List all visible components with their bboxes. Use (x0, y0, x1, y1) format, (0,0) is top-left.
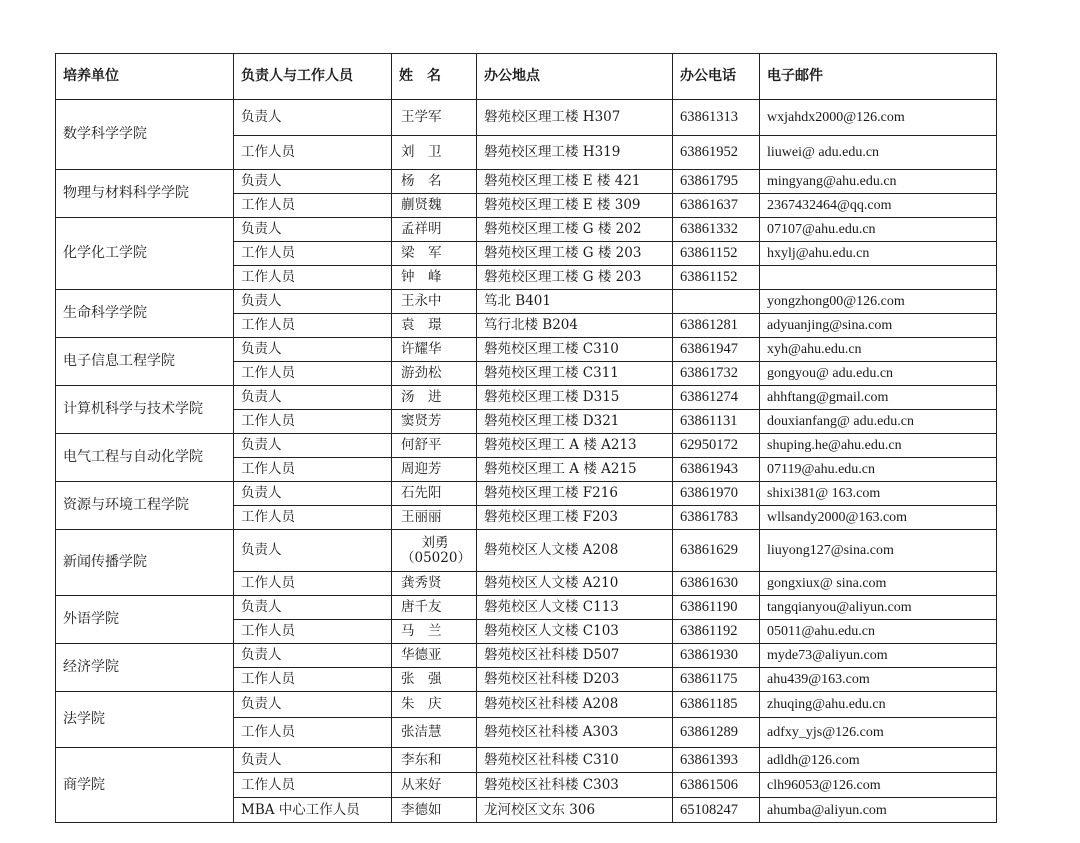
office-cell: 磐苑校区人文楼 C113 (477, 596, 673, 620)
role-cell: MBA 中心工作人员 (234, 798, 392, 823)
phone-cell: 63861732 (673, 362, 760, 386)
office-cell: 磐苑校区理工楼 E 楼 309 (477, 194, 673, 218)
phone-cell: 63861783 (673, 506, 760, 530)
unit-cell: 外语学院 (56, 596, 234, 644)
phone-cell (673, 290, 760, 314)
phone-cell: 63861970 (673, 482, 760, 506)
name-cell: 马 兰 (392, 620, 477, 644)
role-cell: 工作人员 (234, 136, 392, 170)
role-cell: 负责人 (234, 386, 392, 410)
office-cell: 磐苑校区理工楼 G 楼 203 (477, 266, 673, 290)
name-cell: 朱 庆 (392, 692, 477, 718)
office-cell: 磐苑校区理工 A 楼 A215 (477, 458, 673, 482)
name-cell: 刘勇 （05020） (392, 530, 477, 572)
table-row (56, 386, 997, 410)
name-cell: 从来好 (392, 773, 477, 798)
email-cell: adfxy_yjs@126.com (760, 718, 997, 748)
email-cell: adldh@126.com (760, 748, 997, 773)
name-cell: 张 强 (392, 668, 477, 692)
phone-cell: 63861289 (673, 718, 760, 748)
role-cell: 负责人 (234, 338, 392, 362)
office-cell: 磐苑校区理工 A 楼 A213 (477, 434, 673, 458)
phone-cell: 63861947 (673, 338, 760, 362)
email-cell: clh96053@126.com (760, 773, 997, 798)
name-cell: 王永中 (392, 290, 477, 314)
role-cell: 负责人 (234, 596, 392, 620)
contact-table (55, 53, 997, 823)
unit-cell: 数学科学学院 (56, 100, 234, 170)
name-cell: 钟 峰 (392, 266, 477, 290)
table-row (56, 290, 997, 314)
role-cell: 工作人员 (234, 773, 392, 798)
email-cell: tangqianyou@aliyun.com (760, 596, 997, 620)
office-cell: 笃行北楼 B204 (477, 314, 673, 338)
email-cell: xyh@ahu.edu.cn (760, 338, 997, 362)
name-cell: 袁 璟 (392, 314, 477, 338)
phone-cell: 63861131 (673, 410, 760, 434)
table-row (56, 434, 997, 458)
name-cell: 窦贤芳 (392, 410, 477, 434)
role-cell: 工作人员 (234, 314, 392, 338)
name-cell: 李东和 (392, 748, 477, 773)
name-cell: 梁 军 (392, 242, 477, 266)
role-cell: 负责人 (234, 644, 392, 668)
name-cell: 游劲松 (392, 362, 477, 386)
name-cell: 王丽丽 (392, 506, 477, 530)
phone-cell: 63861175 (673, 668, 760, 692)
phone-cell: 63861393 (673, 748, 760, 773)
table-row (56, 530, 997, 572)
header-office: 办公地点 (477, 54, 673, 100)
phone-cell: 63861795 (673, 170, 760, 194)
name-cell: 华德亚 (392, 644, 477, 668)
name-cell: 唐千友 (392, 596, 477, 620)
role-cell: 负责人 (234, 530, 392, 572)
office-cell: 磐苑校区社科楼 D203 (477, 668, 673, 692)
office-cell: 龙河校区文东 306 (477, 798, 673, 823)
office-cell: 磐苑校区社科楼 C303 (477, 773, 673, 798)
table-row (56, 170, 997, 194)
email-cell: hxylj@ahu.edu.cn (760, 242, 997, 266)
email-cell: zhuqing@ahu.edu.cn (760, 692, 997, 718)
unit-cell: 计算机科学与技术学院 (56, 386, 234, 434)
name-cell: 李德如 (392, 798, 477, 823)
role-cell: 负责人 (234, 170, 392, 194)
role-cell: 负责人 (234, 692, 392, 718)
name-cell: 王学军 (392, 100, 477, 136)
office-cell: 磐苑校区理工楼 E 楼 421 (477, 170, 673, 194)
phone-cell: 65108247 (673, 798, 760, 823)
email-cell: 05011@ahu.edu.cn (760, 620, 997, 644)
office-cell: 磐苑校区人文楼 C103 (477, 620, 673, 644)
table-row (56, 748, 997, 773)
table-header-row (56, 54, 997, 100)
role-cell: 工作人员 (234, 194, 392, 218)
unit-cell: 商学院 (56, 748, 234, 823)
role-cell: 负责人 (234, 218, 392, 242)
email-cell: shixi381@ 163.com (760, 482, 997, 506)
table-row (56, 482, 997, 506)
role-cell: 工作人员 (234, 620, 392, 644)
email-cell: wllsandy2000@163.com (760, 506, 997, 530)
name-cell: 张洁慧 (392, 718, 477, 748)
phone-cell: 63861152 (673, 266, 760, 290)
name-cell: 龚秀贤 (392, 572, 477, 596)
office-cell: 磐苑校区理工楼 H319 (477, 136, 673, 170)
office-cell: 磐苑校区理工楼 G 楼 203 (477, 242, 673, 266)
email-cell: 07119@ahu.edu.cn (760, 458, 997, 482)
phone-cell: 63861185 (673, 692, 760, 718)
phone-cell: 63861332 (673, 218, 760, 242)
role-cell: 负责人 (234, 434, 392, 458)
phone-cell: 63861152 (673, 242, 760, 266)
unit-cell: 电子信息工程学院 (56, 338, 234, 386)
table-row (56, 100, 997, 136)
header-email: 电子邮件 (760, 54, 997, 100)
phone-cell: 63861630 (673, 572, 760, 596)
role-cell: 工作人员 (234, 242, 392, 266)
role-cell: 工作人员 (234, 410, 392, 434)
role-cell: 工作人员 (234, 572, 392, 596)
name-cell: 石先阳 (392, 482, 477, 506)
unit-cell: 法学院 (56, 692, 234, 748)
name-cell: 许耀华 (392, 338, 477, 362)
name-cell: 刘 卫 (392, 136, 477, 170)
office-cell: 磐苑校区理工楼 G 楼 202 (477, 218, 673, 242)
table-row (56, 644, 997, 668)
role-cell: 工作人员 (234, 458, 392, 482)
unit-cell: 电气工程与自动化学院 (56, 434, 234, 482)
header-name: 姓 名 (392, 54, 477, 100)
header-phone: 办公电话 (673, 54, 760, 100)
role-cell: 负责人 (234, 290, 392, 314)
email-cell: liuwei@ adu.edu.cn (760, 136, 997, 170)
name-cell: 汤 进 (392, 386, 477, 410)
phone-cell: 63861952 (673, 136, 760, 170)
email-cell: mingyang@ahu.edu.cn (760, 170, 997, 194)
name-cell: 周迎芳 (392, 458, 477, 482)
phone-cell: 63861190 (673, 596, 760, 620)
office-cell: 磐苑校区人文楼 A208 (477, 530, 673, 572)
office-cell: 磐苑校区社科楼 A208 (477, 692, 673, 718)
name-cell: 杨 名 (392, 170, 477, 194)
phone-cell: 63861192 (673, 620, 760, 644)
role-cell: 工作人员 (234, 718, 392, 748)
email-cell: liuyong127@sina.com (760, 530, 997, 572)
phone-cell: 62950172 (673, 434, 760, 458)
role-cell: 负责人 (234, 100, 392, 136)
name-cell: 何舒平 (392, 434, 477, 458)
phone-cell: 63861506 (673, 773, 760, 798)
email-cell: gongxiux@ sina.com (760, 572, 997, 596)
email-cell: ahhftang@gmail.com (760, 386, 997, 410)
phone-cell: 63861281 (673, 314, 760, 338)
role-cell: 工作人员 (234, 668, 392, 692)
unit-cell: 经济学院 (56, 644, 234, 692)
phone-cell: 63861637 (673, 194, 760, 218)
office-cell: 磐苑校区理工楼 H307 (477, 100, 673, 136)
table-row (56, 596, 997, 620)
phone-cell: 63861313 (673, 100, 760, 136)
phone-cell: 63861943 (673, 458, 760, 482)
email-cell (760, 266, 997, 290)
office-cell: 磐苑校区人文楼 A210 (477, 572, 673, 596)
name-cell: 孟祥明 (392, 218, 477, 242)
office-cell: 磐苑校区理工楼 D315 (477, 386, 673, 410)
phone-cell: 63861629 (673, 530, 760, 572)
email-cell: gongyou@ adu.edu.cn (760, 362, 997, 386)
office-cell: 磐苑校区理工楼 C311 (477, 362, 673, 386)
table-row (56, 338, 997, 362)
role-cell: 工作人员 (234, 362, 392, 386)
table-body (56, 100, 997, 823)
office-cell: 笃北 B401 (477, 290, 673, 314)
unit-cell: 资源与环境工程学院 (56, 482, 234, 530)
office-cell: 磐苑校区理工楼 F216 (477, 482, 673, 506)
unit-cell: 化学化工学院 (56, 218, 234, 290)
email-cell: adyuanjing@sina.com (760, 314, 997, 338)
email-cell: myde73@aliyun.com (760, 644, 997, 668)
role-cell: 工作人员 (234, 506, 392, 530)
unit-cell: 新闻传播学院 (56, 530, 234, 596)
office-cell: 磐苑校区社科楼 A303 (477, 718, 673, 748)
office-cell: 磐苑校区理工楼 C310 (477, 338, 673, 362)
phone-cell: 63861930 (673, 644, 760, 668)
email-cell: shuping.he@ahu.edu.cn (760, 434, 997, 458)
email-cell: ahu439@163.com (760, 668, 997, 692)
email-cell: yongzhong00@126.com (760, 290, 997, 314)
unit-cell: 生命科学学院 (56, 290, 234, 338)
role-cell: 工作人员 (234, 266, 392, 290)
email-cell: 07107@ahu.edu.cn (760, 218, 997, 242)
phone-cell: 63861274 (673, 386, 760, 410)
email-cell: douxianfang@ adu.edu.cn (760, 410, 997, 434)
header-unit: 培养单位 (56, 54, 234, 100)
email-cell: 2367432464@qq.com (760, 194, 997, 218)
table-row (56, 692, 997, 718)
email-cell: ahumba@aliyun.com (760, 798, 997, 823)
office-cell: 磐苑校区理工楼 F203 (477, 506, 673, 530)
role-cell: 负责人 (234, 748, 392, 773)
office-cell: 磐苑校区社科楼 D507 (477, 644, 673, 668)
unit-cell: 物理与材料科学学院 (56, 170, 234, 218)
email-cell: wxjahdx2000@126.com (760, 100, 997, 136)
name-cell: 蒯贤魏 (392, 194, 477, 218)
header-role: 负责人与工作人员 (234, 54, 392, 100)
office-cell: 磐苑校区社科楼 C310 (477, 748, 673, 773)
role-cell: 负责人 (234, 482, 392, 506)
office-cell: 磐苑校区理工楼 D321 (477, 410, 673, 434)
table-row (56, 218, 997, 242)
